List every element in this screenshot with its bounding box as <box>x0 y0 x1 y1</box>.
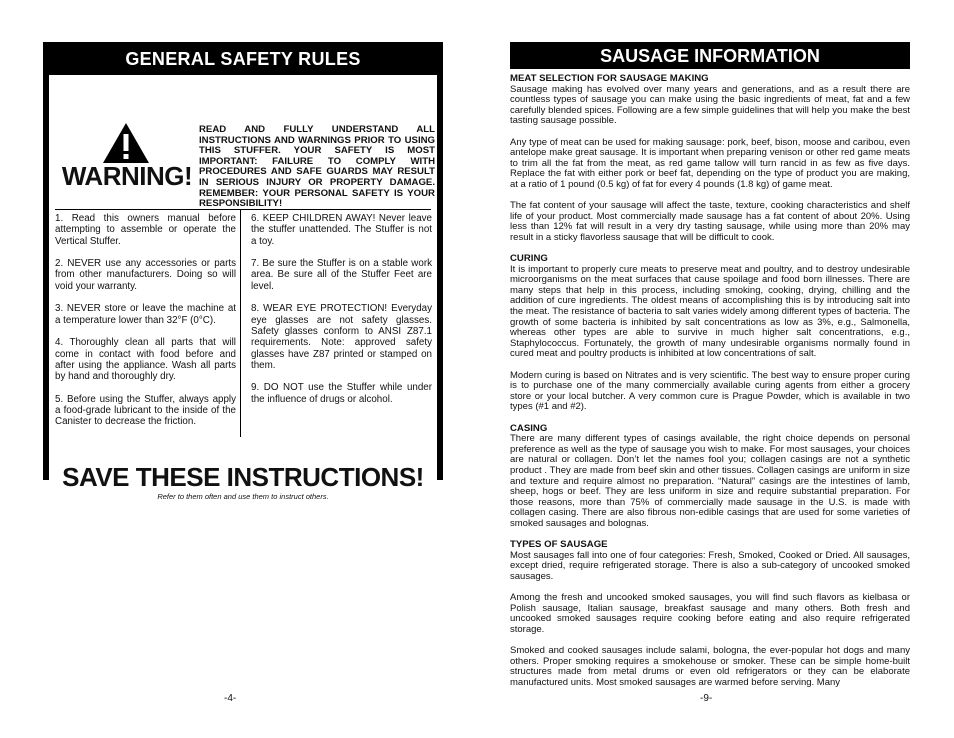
page-number-left: -4- <box>224 693 237 704</box>
page-number-right: -9- <box>700 693 713 704</box>
paragraph: It is important to properly cure meats to preserve meat and poultry, and to destroy undesirable microorganisms on the meat surfaces that cause spoilage and food born illnesses. There are many steps that help in this process, including smoking, cooking, drying, chilling and the addition of cure ingredients. The oldest means of accomplishing this is by introducing salt into the meat. The resistance of bacteria to salt varies widely among different types of bacteria. The growth of some bacteria is inhibited by salt concentrations as low as 3%, e.g., Salmonella, whereas other types are able to survive in much higher salt concentrations, e.g., Staphylococcus. Fortunately, the growth of many undesirable organisms normally found in cured meat and poultry products is inhibited at low concentrations of salt. <box>510 263 910 360</box>
rule-item: 2. NEVER use any accessories or parts from other manufacturers. Doing so will void your warranty. <box>55 258 236 292</box>
paragraph: Among the fresh and uncooked smoked sausages, you will find such flavors as kielbasa or Polish sausage, Italian sausage, breakfast sausage and many others. Both fresh and uncooked smoked sausages require cooking before eating and also require refrigerated storage. <box>510 592 910 635</box>
rule-item: 5. Before using the Stuffer, always apply a food-grade lubricant to the inside of the Canister to decrease the friction. <box>55 393 236 428</box>
paragraph: Modern curing is based on Nitrates and is very scientific. The best way to ensure proper curing is to purchase one of the many commercially available curing agents from either a grocery store or your local butcher. A very common cure is Prague Powder, which is available in two types (#1 and #2). <box>510 369 910 413</box>
paragraph: Sausage making has evolved over many years and generations, and as a result there are countless types of sausage you can make using the basic ingredients of meat, fat and a few carefully blended spices. Following are a few simple guidelines that will help you make the best tasting sausage possible. <box>510 83 910 127</box>
safety-rules-content <box>49 75 437 501</box>
rule-item: 4. Thoroughly clean all parts that will come in contact with food before and after using the appliance. Wash all parts by hand and thoroughly dry. <box>55 337 236 383</box>
rule-item: 7. Be sure the Stuffer is on a stable work area. Be sure all of the Stuffer Feet are level. <box>251 258 432 292</box>
rule-item: 9. DO NOT use the Stuffer while under the influence of drugs or alcohol. <box>251 382 432 405</box>
rule-item: 8. WEAR EYE PROTECTION! Everyday eye glasses are not safety glasses. Safety glasses conform to ANSI Z87.1 requirements. Note: approved safety glasses have Z87 printed or stamped on them. <box>251 303 432 371</box>
paragraph: Smoked and cooked sausages include salami, bologna, the ever-popular hot dogs and many others. Proper smoking requires a smokehouse or smoker. These can be simple home-built structures made from metal drums or even old refrigerators or they can be elaborate manufactured units. Most smoked sausages are warmed before serving. Many <box>510 645 910 688</box>
paragraph: Most sausages fall into one of four categories: Fresh, Smoked, Cooked or Dried. All sausages, except dried, require refrigerated storage. There is also a sub-category of uncooked smoked sausages. <box>510 549 910 582</box>
section-heading: MEAT SELECTION FOR SAUSAGE MAKING <box>510 73 709 84</box>
warning-text: READ AND FULLY UNDERSTAND ALL INSTRUCTIONS AND WARNINGS PRIOR TO USING THIS STUFFER. YOUR SAFETY IS MOST IMPORTANT: FAILURE TO COMPLY WITH PROCEDURES AND SAFE GUARDS MAY RESULT IN SERIOUS INJURY OR PROPERTY DAMAGE. REMEMBER: YOUR PERSONAL SAFETY IS YOUR RESPONSIBILITY! <box>199 124 435 210</box>
warning-triangle-icon <box>101 121 151 165</box>
rules-column-left <box>55 213 236 439</box>
warning-word: WARNING! <box>61 161 193 191</box>
section-heading: CASING <box>510 422 548 434</box>
column-divider <box>240 209 241 437</box>
sausage-info-body <box>510 74 910 699</box>
safety-rules-title: GENERAL SAFETY RULES <box>125 49 361 69</box>
rule-item: 3. NEVER store or leave the machine at a temperature lower than 32°F (0°C). <box>55 303 236 326</box>
section-heading: TYPES OF SAUSAGE <box>510 539 608 551</box>
rule-item: 1. Read this owners manual before attempting to assemble or operate the Vertical Stuffer. <box>55 213 236 247</box>
save-instructions-title: SAVE THESE INSTRUCTIONS! <box>62 462 424 492</box>
paragraph: There are many different types of casings available, the right choice depends on personal preference as well as the type of sausage you wish to make. For most sausages, your choices are natural or collagen. Don’t let the names fool you; collagen casings are not a synthetic product . They are made from beef skin and other tissues. Collagen casings are uniform in size and texture and require almost no preparation. “Natural” casings are the intestines of lamb, sheep, hogs or beef. They are less uniform in size and require substantial preparation. For those reasons, more than 75% of commercially made sausage in the U.S. is made with collagen casing. There are also fibrous non-edible casings that are used for some varieties of smoked sausages and bolognas. <box>510 433 910 529</box>
safety-rules-box <box>43 42 443 501</box>
paragraph: The fat content of your sausage will affect the taste, texture, cooking characteristics and shelf life of your product. Most commercially made sausage has a fat content of about 20%. Using less than 12% fat will result in a very dry tasting sausage, while using more than 20% may result in a sticky flavorless sausage that will be difficult to cook. <box>510 200 910 243</box>
rule-item: 6. KEEP CHILDREN AWAY! Never leave the stuffer unattended. The Stuffer is not a toy. <box>251 213 432 247</box>
section-heading: CURING <box>510 253 548 265</box>
paragraph: Any type of meat can be used for making sausage: pork, beef, bison, moose and caribou, even antelope make great sausage. It is important when preparing venison or other red game meats to trim all the fat from the meat, as red game tallow will turn rancid in as few as five days. Replace the fat with either pork or beef fat, depending on the type of product you are making, at a ratio of 1 pound (0.5 kg) of fat for every 4 pounds (1.8 kg) of game meat. <box>510 136 910 190</box>
sausage-info-title: SAUSAGE INFORMATION <box>510 42 910 69</box>
save-instructions-subtitle: Refer to them often and use them to instruct others. <box>157 492 329 501</box>
divider-line <box>55 209 431 210</box>
warning-block <box>55 117 435 210</box>
rules-column-right <box>251 213 432 416</box>
